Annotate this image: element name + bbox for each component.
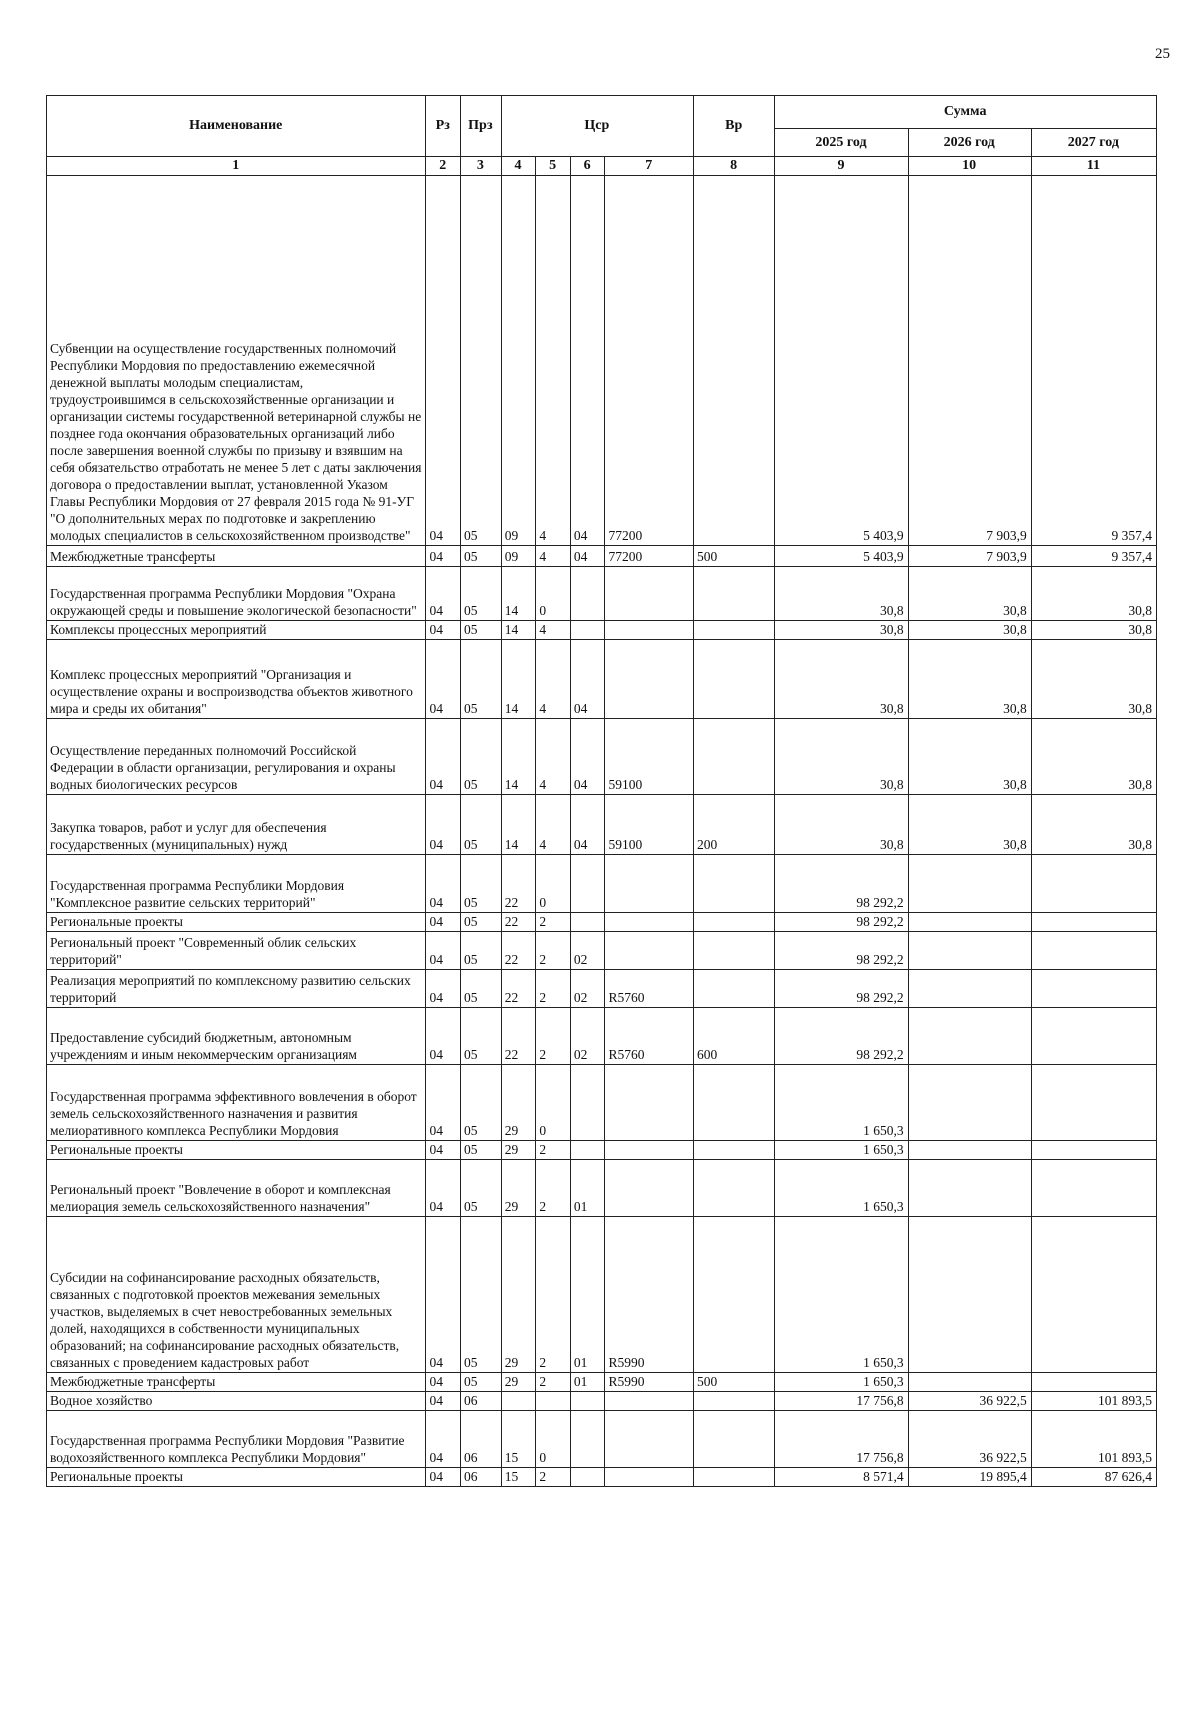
- row-vr: [693, 1141, 774, 1160]
- row-vr: [693, 1468, 774, 1487]
- table-row: [47, 1392, 1157, 1411]
- row-csr-event: 04: [570, 719, 605, 795]
- row-sum-2027: [1031, 1373, 1156, 1392]
- table-row: [47, 970, 1157, 1008]
- row-sum-2027: 101 893,5: [1031, 1411, 1156, 1468]
- header-csr: Цср: [501, 96, 693, 157]
- row-prz: 06: [461, 1411, 502, 1468]
- row-csr-event: 04: [570, 640, 605, 719]
- row-prz: 05: [461, 932, 502, 970]
- row-vr: [693, 176, 774, 546]
- table-row: [47, 913, 1157, 932]
- row-name: Осуществление переданных полномочий Российской Федерации в области организации, регулирования и охраны водных биологических ресурсов: [47, 719, 426, 795]
- row-vr: 200: [693, 795, 774, 855]
- row-csr-direction: [605, 913, 694, 932]
- row-prz: 05: [461, 795, 502, 855]
- row-csr-type: 2: [536, 1160, 571, 1217]
- row-rz: 04: [426, 1160, 461, 1217]
- row-csr-program: 29: [501, 1217, 536, 1373]
- row-sum-2025: 1 650,3: [775, 1141, 908, 1160]
- table-header: [47, 96, 1157, 176]
- row-vr: 600: [693, 1008, 774, 1065]
- row-rz: 04: [426, 719, 461, 795]
- row-csr-program: 22: [501, 1008, 536, 1065]
- header-prz: Прз: [461, 96, 502, 157]
- row-csr-direction: [605, 1392, 694, 1411]
- row-rz: 04: [426, 546, 461, 567]
- row-csr-event: [570, 1392, 605, 1411]
- row-sum-2025: 30,8: [775, 640, 908, 719]
- row-prz: 05: [461, 1065, 502, 1141]
- row-csr-event: [570, 1141, 605, 1160]
- row-sum-2025: 5 403,9: [775, 546, 908, 567]
- column-number: 1: [47, 157, 426, 176]
- table-row: [47, 795, 1157, 855]
- row-csr-event: 01: [570, 1373, 605, 1392]
- row-csr-event: [570, 567, 605, 621]
- row-prz: 05: [461, 546, 502, 567]
- row-sum-2025: 30,8: [775, 567, 908, 621]
- row-sum-2025: 98 292,2: [775, 1008, 908, 1065]
- row-sum-2027: 101 893,5: [1031, 1392, 1156, 1411]
- row-csr-direction: [605, 855, 694, 913]
- row-sum-2026: [908, 1141, 1031, 1160]
- row-csr-direction: [605, 640, 694, 719]
- row-csr-direction: R5760: [605, 1008, 694, 1065]
- row-csr-program: 15: [501, 1411, 536, 1468]
- row-name: Межбюджетные трансферты: [47, 1373, 426, 1392]
- table-row: [47, 1217, 1157, 1373]
- row-csr-direction: [605, 1468, 694, 1487]
- table-row: [47, 567, 1157, 621]
- row-sum-2027: [1031, 970, 1156, 1008]
- row-csr-event: [570, 855, 605, 913]
- row-rz: 04: [426, 970, 461, 1008]
- row-rz: 04: [426, 1217, 461, 1373]
- row-prz: 05: [461, 640, 502, 719]
- row-prz: 05: [461, 567, 502, 621]
- row-prz: 05: [461, 719, 502, 795]
- row-vr: [693, 1065, 774, 1141]
- row-sum-2026: [908, 1373, 1031, 1392]
- row-vr: [693, 640, 774, 719]
- row-csr-direction: R5990: [605, 1373, 694, 1392]
- table-row: [47, 1411, 1157, 1468]
- row-csr-program: 22: [501, 855, 536, 913]
- row-csr-type: 2: [536, 1468, 571, 1487]
- row-name: Реализация мероприятий по комплексному развитию сельских территорий: [47, 970, 426, 1008]
- row-sum-2027: 30,8: [1031, 719, 1156, 795]
- row-csr-program: 14: [501, 719, 536, 795]
- row-sum-2025: 98 292,2: [775, 970, 908, 1008]
- row-name: Водное хозяйство: [47, 1392, 426, 1411]
- row-vr: 500: [693, 546, 774, 567]
- row-prz: 06: [461, 1468, 502, 1487]
- row-vr: [693, 1217, 774, 1373]
- row-csr-type: 4: [536, 719, 571, 795]
- row-csr-direction: R5760: [605, 970, 694, 1008]
- budget-table: [46, 95, 1157, 1487]
- column-number: 6: [570, 157, 605, 176]
- row-csr-type: 2: [536, 932, 571, 970]
- row-sum-2026: 30,8: [908, 795, 1031, 855]
- row-csr-program: 29: [501, 1373, 536, 1392]
- row-rz: 04: [426, 1008, 461, 1065]
- column-number: 11: [1031, 157, 1156, 176]
- row-csr-direction: [605, 1141, 694, 1160]
- row-csr-direction: [605, 621, 694, 640]
- table-body: [47, 176, 1157, 1487]
- row-name: Комплексы процессных мероприятий: [47, 621, 426, 640]
- row-csr-direction: [605, 1411, 694, 1468]
- row-sum-2026: [908, 1065, 1031, 1141]
- row-rz: 04: [426, 932, 461, 970]
- row-rz: 04: [426, 1141, 461, 1160]
- row-name: Комплекс процессных мероприятий "Организация и осуществление охраны и воспроизводства объектов животного мира и среды их обитания": [47, 640, 426, 719]
- header-year-2025: 2025 год: [775, 129, 908, 157]
- row-name: Субвенции на осуществление государственных полномочий Республики Мордовия по предоставлению ежемесячной денежной выплаты молодым специалистам, трудоустроившимся в сельскохозяйственные организации и организации системы государственной ветеринарной службы не позднее года окончания образовательных организаций либо после завершения военной службы по призыву и взявшим на себя обязательство отработать не менее 5 лет с даты заключения договора о предоставлении выплат, установленной Указом Главы Республики Мордовия от 27 февраля 2015 года № 91-УГ "О дополнительных мерах по подготовке и закреплению молодых специалистов в сельскохозяйственном производстве": [47, 176, 426, 546]
- row-sum-2027: [1031, 855, 1156, 913]
- row-vr: [693, 1411, 774, 1468]
- row-rz: 04: [426, 1392, 461, 1411]
- row-vr: 500: [693, 1373, 774, 1392]
- row-vr: [693, 1160, 774, 1217]
- row-sum-2026: 30,8: [908, 719, 1031, 795]
- row-csr-event: [570, 621, 605, 640]
- row-sum-2025: 98 292,2: [775, 855, 908, 913]
- column-number: 4: [501, 157, 536, 176]
- row-csr-direction: [605, 1065, 694, 1141]
- budget-sheet: [46, 95, 1157, 1487]
- column-number: 7: [605, 157, 694, 176]
- row-prz: 05: [461, 1008, 502, 1065]
- row-prz: 05: [461, 970, 502, 1008]
- row-csr-program: 29: [501, 1141, 536, 1160]
- row-prz: 05: [461, 855, 502, 913]
- row-sum-2027: [1031, 1141, 1156, 1160]
- column-number: 3: [461, 157, 502, 176]
- row-csr-event: [570, 913, 605, 932]
- row-sum-2027: 9 357,4: [1031, 176, 1156, 546]
- row-prz: 05: [461, 1373, 502, 1392]
- row-csr-program: 22: [501, 932, 536, 970]
- row-name: Межбюджетные трансферты: [47, 546, 426, 567]
- row-sum-2027: [1031, 913, 1156, 932]
- row-csr-type: 0: [536, 567, 571, 621]
- row-rz: 04: [426, 621, 461, 640]
- row-csr-type: 2: [536, 1008, 571, 1065]
- header-year-2027: 2027 год: [1031, 129, 1156, 157]
- column-number: 9: [775, 157, 908, 176]
- row-csr-event: 02: [570, 932, 605, 970]
- header-rz: Рз: [426, 96, 461, 157]
- row-sum-2025: 1 650,3: [775, 1160, 908, 1217]
- row-name: Региональные проекты: [47, 1141, 426, 1160]
- row-name: Региональный проект "Современный облик сельских территорий": [47, 932, 426, 970]
- row-csr-direction: 59100: [605, 795, 694, 855]
- row-csr-type: 0: [536, 1065, 571, 1141]
- row-csr-type: 0: [536, 855, 571, 913]
- row-name: Региональные проекты: [47, 913, 426, 932]
- row-csr-type: 4: [536, 640, 571, 719]
- row-name: Закупка товаров, работ и услуг для обеспечения государственных (муниципальных) нужд: [47, 795, 426, 855]
- row-csr-direction: 77200: [605, 546, 694, 567]
- row-sum-2026: [908, 1217, 1031, 1373]
- row-csr-program: 22: [501, 913, 536, 932]
- table-row: [47, 1160, 1157, 1217]
- row-prz: 06: [461, 1392, 502, 1411]
- row-csr-event: [570, 1411, 605, 1468]
- row-csr-type: [536, 1392, 571, 1411]
- row-csr-program: 09: [501, 546, 536, 567]
- row-csr-program: 14: [501, 567, 536, 621]
- row-rz: 04: [426, 795, 461, 855]
- row-sum-2026: 7 903,9: [908, 546, 1031, 567]
- row-sum-2027: [1031, 1065, 1156, 1141]
- row-csr-type: 0: [536, 1411, 571, 1468]
- row-vr: [693, 970, 774, 1008]
- column-number-row: [47, 157, 1157, 176]
- row-csr-event: [570, 1468, 605, 1487]
- row-sum-2026: 7 903,9: [908, 176, 1031, 546]
- column-number: 2: [426, 157, 461, 176]
- table-row: [47, 546, 1157, 567]
- row-sum-2025: 98 292,2: [775, 913, 908, 932]
- row-csr-type: 4: [536, 176, 571, 546]
- row-csr-type: 4: [536, 621, 571, 640]
- table-row: [47, 719, 1157, 795]
- row-rz: 04: [426, 1373, 461, 1392]
- row-csr-event: [570, 1065, 605, 1141]
- header-name: Наименование: [47, 96, 426, 157]
- row-sum-2025: 17 756,8: [775, 1411, 908, 1468]
- header-vr: Вр: [693, 96, 774, 157]
- row-csr-event: 04: [570, 795, 605, 855]
- row-sum-2025: 1 650,3: [775, 1065, 908, 1141]
- row-rz: 04: [426, 1065, 461, 1141]
- row-rz: 04: [426, 640, 461, 719]
- row-sum-2027: 30,8: [1031, 795, 1156, 855]
- row-csr-direction: R5990: [605, 1217, 694, 1373]
- row-name: Государственная программа Республики Мордовия "Развитие водохозяйственного комплекса Республики Мордовия": [47, 1411, 426, 1468]
- table-row: [47, 1468, 1157, 1487]
- row-csr-program: [501, 1392, 536, 1411]
- row-csr-event: 04: [570, 546, 605, 567]
- row-sum-2026: 19 895,4: [908, 1468, 1031, 1487]
- row-csr-program: 09: [501, 176, 536, 546]
- table-row: [47, 1141, 1157, 1160]
- row-sum-2025: 30,8: [775, 795, 908, 855]
- row-csr-event: 01: [570, 1160, 605, 1217]
- row-sum-2025: 17 756,8: [775, 1392, 908, 1411]
- row-sum-2026: 30,8: [908, 640, 1031, 719]
- row-csr-direction: [605, 1160, 694, 1217]
- row-sum-2026: [908, 913, 1031, 932]
- row-csr-program: 15: [501, 1468, 536, 1487]
- row-name: Предоставление субсидий бюджетным, автономным учреждениям и иным некоммерческим организациям: [47, 1008, 426, 1065]
- row-csr-event: 01: [570, 1217, 605, 1373]
- row-sum-2027: 30,8: [1031, 621, 1156, 640]
- row-sum-2027: 30,8: [1031, 640, 1156, 719]
- row-sum-2025: 1 650,3: [775, 1373, 908, 1392]
- row-rz: 04: [426, 913, 461, 932]
- row-sum-2027: 30,8: [1031, 567, 1156, 621]
- row-csr-type: 4: [536, 795, 571, 855]
- row-csr-direction: 59100: [605, 719, 694, 795]
- row-vr: [693, 621, 774, 640]
- table-row: [47, 1373, 1157, 1392]
- row-csr-event: 02: [570, 970, 605, 1008]
- row-csr-program: 14: [501, 640, 536, 719]
- row-vr: [693, 913, 774, 932]
- row-name: Государственная программа Республики Мордовия "Комплексное развитие сельских территорий": [47, 855, 426, 913]
- row-rz: 04: [426, 1411, 461, 1468]
- column-number: 10: [908, 157, 1031, 176]
- row-csr-type: 2: [536, 913, 571, 932]
- row-csr-event: 04: [570, 176, 605, 546]
- row-csr-type: 2: [536, 1217, 571, 1373]
- row-csr-type: 2: [536, 1141, 571, 1160]
- row-sum-2025: 30,8: [775, 719, 908, 795]
- row-rz: 04: [426, 567, 461, 621]
- table-row: [47, 1008, 1157, 1065]
- row-vr: [693, 1392, 774, 1411]
- column-number: 5: [536, 157, 571, 176]
- row-csr-program: 14: [501, 795, 536, 855]
- row-sum-2026: [908, 1160, 1031, 1217]
- table-row: [47, 621, 1157, 640]
- table-row: [47, 1065, 1157, 1141]
- row-prz: 05: [461, 1160, 502, 1217]
- row-csr-direction: [605, 932, 694, 970]
- table-row: [47, 932, 1157, 970]
- row-sum-2027: [1031, 1160, 1156, 1217]
- column-number: 8: [693, 157, 774, 176]
- row-prz: 05: [461, 176, 502, 546]
- row-name: Государственная программа эффективного вовлечения в оборот земель сельскохозяйственного назначения и развития мелиоративного комплекса Республики Мордовия: [47, 1065, 426, 1141]
- table-row: [47, 176, 1157, 546]
- row-prz: 05: [461, 913, 502, 932]
- row-prz: 05: [461, 1217, 502, 1373]
- row-sum-2027: [1031, 1008, 1156, 1065]
- row-csr-type: 2: [536, 1373, 571, 1392]
- row-csr-type: 4: [536, 546, 571, 567]
- row-name: Региональные проекты: [47, 1468, 426, 1487]
- row-csr-program: 29: [501, 1160, 536, 1217]
- table-row: [47, 855, 1157, 913]
- row-rz: 04: [426, 1468, 461, 1487]
- row-rz: 04: [426, 176, 461, 546]
- table-row: [47, 640, 1157, 719]
- row-vr: [693, 719, 774, 795]
- row-prz: 05: [461, 1141, 502, 1160]
- row-name: Субсидии на софинансирование расходных обязательств, связанных с подготовкой проектов межевания земельных участков, выделяемых в счет невостребованных земельных долей, находящихся в собственности муниципальных образований; на софинансирование расходных обязательств, связанных с проведением кадастровых работ: [47, 1217, 426, 1373]
- row-sum-2026: 36 922,5: [908, 1411, 1031, 1468]
- row-sum-2027: [1031, 932, 1156, 970]
- row-vr: [693, 932, 774, 970]
- row-prz: 05: [461, 621, 502, 640]
- row-sum-2025: 98 292,2: [775, 932, 908, 970]
- row-csr-direction: 77200: [605, 176, 694, 546]
- header-year-2026: 2026 год: [908, 129, 1031, 157]
- row-sum-2026: [908, 855, 1031, 913]
- row-csr-program: 29: [501, 1065, 536, 1141]
- row-csr-type: 2: [536, 970, 571, 1008]
- row-sum-2026: 30,8: [908, 567, 1031, 621]
- row-csr-direction: [605, 567, 694, 621]
- row-rz: 04: [426, 855, 461, 913]
- row-sum-2026: 30,8: [908, 621, 1031, 640]
- row-sum-2026: [908, 1008, 1031, 1065]
- row-sum-2025: 30,8: [775, 621, 908, 640]
- row-sum-2025: 8 571,4: [775, 1468, 908, 1487]
- row-sum-2026: 36 922,5: [908, 1392, 1031, 1411]
- row-sum-2027: 9 357,4: [1031, 546, 1156, 567]
- row-vr: [693, 855, 774, 913]
- row-vr: [693, 567, 774, 621]
- page-number: 25: [1155, 46, 1170, 62]
- row-sum-2025: 5 403,9: [775, 176, 908, 546]
- row-sum-2025: 1 650,3: [775, 1217, 908, 1373]
- row-sum-2026: [908, 970, 1031, 1008]
- row-csr-program: 22: [501, 970, 536, 1008]
- row-sum-2027: 87 626,4: [1031, 1468, 1156, 1487]
- row-sum-2026: [908, 932, 1031, 970]
- row-csr-program: 14: [501, 621, 536, 640]
- header-sum: Сумма: [775, 96, 1157, 129]
- row-sum-2027: [1031, 1217, 1156, 1373]
- row-csr-event: 02: [570, 1008, 605, 1065]
- row-name: Государственная программа Республики Мордовия "Охрана окружающей среды и повышение экологической безопасности": [47, 567, 426, 621]
- row-name: Региональный проект "Вовлечение в оборот и комплексная мелиорация земель сельскохозяйственного назначения": [47, 1160, 426, 1217]
